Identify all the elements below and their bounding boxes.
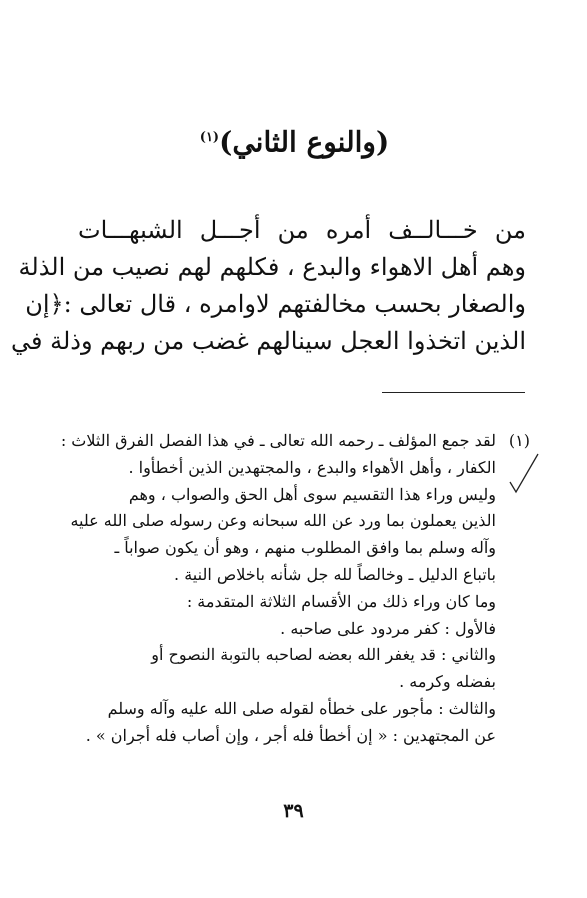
heading-footnote-marker: (١)	[199, 130, 220, 145]
body-line: والصغار بحسب مخالفتهم لاوامره ، قال تعالى :﴿إن	[25, 290, 526, 318]
section-heading	[0, 118, 587, 162]
footnote-line: الكفار ، وأهل الأهواء والبدع ، والمجتهدين الذين أخطأوا .	[128, 457, 496, 477]
footnote-line: وليس وراء هذا التقسيم سوى أهل الحق والصواب ، وهم	[128, 484, 496, 504]
footnote-line: والثاني : قد يغفر الله بعضه لصاحبه بالتوبة النصوح أو	[151, 645, 496, 665]
footnote-separator	[382, 392, 525, 393]
footnote-line: الذين يعملون بما ورد عن الله سبحانه وعن رسوله صلى الله عليه	[70, 511, 496, 531]
footnote-line: باتباع الدليل ـ وخالصاً لله جل شأنه باخلاص النية .	[174, 564, 496, 584]
page-number: ٣٩	[283, 800, 304, 822]
footnote-line: والثالث : مأجور على خطأه لقوله صلى الله عليه وآله وسلم	[107, 698, 496, 718]
footnote-line: بفضله وكرمه .	[399, 672, 496, 692]
footnote-line: وما كان وراء ذلك من الأقسام الثلاثة المتقدمة :	[186, 591, 496, 611]
footnote-line: فالأول : كفر مردود على صاحبه .	[280, 618, 496, 638]
footnotes	[60, 428, 530, 750]
main-text	[10, 212, 526, 360]
body-line: وهم أهل الاهواء والبدع ، فكلهم لهم نصيب من الذلة	[18, 253, 526, 281]
heading-title: (والنوع الثاني)	[219, 125, 390, 159]
footnote-number: (١)	[508, 431, 530, 450]
footnote-line: (١)لقد جمع المؤلف ـ رحمه الله تعالى ـ في هذا الفصل الفرق الثلاث :	[78, 428, 530, 455]
footnote-line: عن المجتهدين : « إن أخطأ فله أجر ، وإن أصاب فله أجران » .	[85, 725, 496, 745]
body-line: الذين اتخذوا العجل سينالهم غضب من ربهم وذلة في	[10, 327, 526, 355]
footnote-line: وآله وسلم بما وافق المطلوب منهم ، وهو أن يكون صواباً ـ	[114, 538, 496, 558]
body-line: من خـــالــف أمره من أجـــل الشبهـــات	[78, 216, 526, 244]
